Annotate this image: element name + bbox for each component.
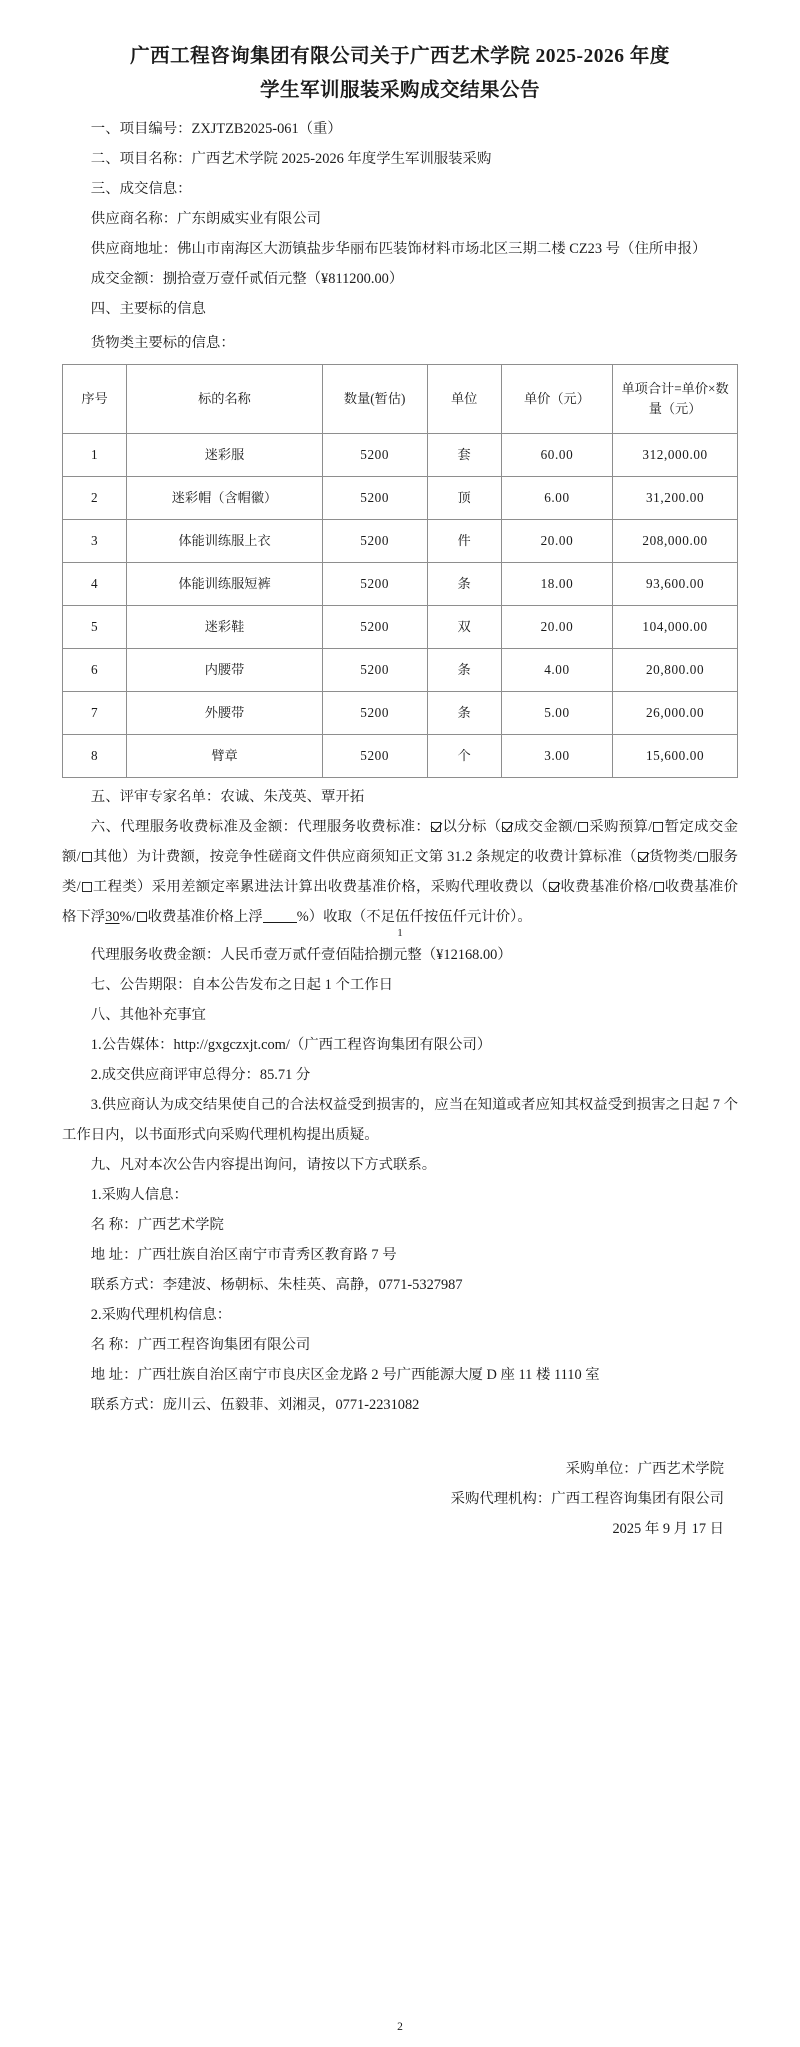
table-row [63, 692, 738, 735]
cell-unit-price: 20.00 [501, 606, 612, 649]
checkbox-base-price-icon[interactable] [549, 882, 559, 892]
purchaser-address: 地 址：广西壮族自治区南宁市青秀区教育路 7 号 [90, 1247, 397, 1263]
goods-table [62, 364, 738, 778]
cell-index: 3 [63, 520, 127, 563]
cell-name: 体能训练服上衣 [127, 520, 323, 563]
fee-mid-2: ）采用差额定率累进法计算出收费基准价格，采购代理收费以（ [137, 879, 549, 895]
fee-mid-1: ）为计费额，按竞争性磋商文件供应商须知正文第 31.2 条规定的收费计算标准（ [122, 849, 637, 865]
cell-line-total: 208,000.00 [613, 520, 738, 563]
fee-opt-d: 其他 [92, 849, 123, 865]
fee-opt-j-suffix: %）收取（不足伍仟按伍仟元计价）。 [296, 909, 532, 925]
cell-unit: 个 [427, 735, 501, 778]
table-row [63, 520, 738, 563]
fee-opt-g: 工程类 [92, 879, 138, 895]
fee-amount: 代理服务收费金额：人民币壹万贰仟壹佰陆拾捌元整（¥12168.00） [90, 947, 512, 963]
fee-blank-field[interactable] [263, 908, 297, 923]
checkbox-provisional-amount-icon[interactable] [653, 822, 663, 832]
supplier-address: 供应商地址：佛山市南海区大沥镇盐步华丽布匹装饰材料市场北区三期二楼 CZ23 号（住所申报） [90, 241, 707, 257]
signature-purchaser: 采购单位：广西艺术学院 [565, 1461, 724, 1477]
cell-unit-price: 5.00 [501, 692, 612, 735]
checkbox-by-lot-icon[interactable] [431, 822, 441, 832]
fee-opt-percentage-label: 以分标 [442, 819, 487, 835]
section-announcement-period: 七、公告期限：自本公告发布之日起 1 个工作日 [90, 977, 394, 993]
section-project-number: 一、项目编号：ZXJTZB2025-061（重） [90, 121, 342, 137]
cell-line-total: 93,600.00 [613, 563, 738, 606]
cell-index: 1 [63, 434, 127, 477]
fee-opt-h: 收费基准价格/ [560, 879, 653, 895]
cell-index: 7 [63, 692, 127, 735]
title-line-1: 广西工程咨询集团有限公司关于广西艺术学院 2025-2026 年度 [130, 46, 670, 67]
agency-name: 名 称：广西工程咨询集团有限公司 [90, 1337, 311, 1353]
section-other-matters-heading: 八、其他补充事宜 [90, 1007, 206, 1023]
cell-quantity: 5200 [322, 477, 427, 520]
table-caption: 货物类主要标的信息： [90, 335, 235, 351]
table-row [63, 434, 738, 477]
award-amount: 成交金额：捌拾壹万壹仟贰佰元整（¥811200.00） [90, 271, 404, 287]
cell-line-total: 26,000.00 [613, 692, 738, 735]
cell-quantity: 5200 [322, 520, 427, 563]
signature-block [62, 1454, 738, 1544]
cell-name: 内腰带 [127, 649, 323, 692]
checkbox-engineering-icon[interactable] [82, 882, 92, 892]
cell-index: 2 [63, 477, 127, 520]
cell-unit: 顶 [427, 477, 501, 520]
purchaser-name: 名 称：广西艺术学院 [90, 1217, 224, 1233]
col-header-index: 序号 [63, 365, 127, 434]
agency-contact: 联系方式：庞川云、伍毅菲、刘湘灵，0771-2231082 [90, 1397, 420, 1413]
stray-marker: 1 [397, 927, 403, 939]
cell-index: 4 [63, 563, 127, 606]
col-header-quantity: 数量(暂估) [322, 365, 427, 434]
section-agency-fee: 六、代理服务收费标准及金额：代理服务收费标准： 以分标（ 成交金额/ 采购预算/ 暂定成交金额/ 其他）为计费额，按竞争性磋商文件供应商须知正文第 31.2 条规定的收费计算标准（ 货物类/ 服务类/ 工程类）采用差额定率累进法计算出收费基准价格，采购代理收费以（ 收费基准价格/ 收费基准价格下浮30%/ 收费基准价格上浮 %）收取（不足伍仟按伍仟元计价）。 [62, 819, 738, 925]
cell-unit: 条 [427, 563, 501, 606]
table-row [63, 606, 738, 649]
table-header-row [63, 365, 738, 434]
cell-name: 体能训练服短裤 [127, 563, 323, 606]
cell-index: 5 [63, 606, 127, 649]
cell-unit-price: 60.00 [501, 434, 612, 477]
cell-quantity: 5200 [322, 606, 427, 649]
cell-index: 8 [63, 735, 127, 778]
supplier-name: 供应商名称：广东朗威实业有限公司 [90, 211, 322, 227]
col-header-unit-price: 单价（元） [501, 365, 612, 434]
cell-quantity: 5200 [322, 434, 427, 477]
cell-unit-price: 18.00 [501, 563, 612, 606]
purchaser-heading: 1.采购人信息： [90, 1187, 188, 1203]
cell-quantity: 5200 [322, 649, 427, 692]
checkbox-base-price-up-icon[interactable] [137, 912, 147, 922]
fee-opt-e: 货物类/ [648, 849, 697, 865]
cell-name: 臂章 [127, 735, 323, 778]
table-row [63, 649, 738, 692]
checkbox-base-price-down-icon[interactable] [654, 882, 664, 892]
challenge-notice: 3.供应商认为成交结果使自己的合法权益受到损害的，应当在知道或者应知其权益受到损害之日起 7 个工作日内，以书面形式向采购代理机构提出质疑。 [62, 1097, 738, 1143]
cell-unit-price: 20.00 [501, 520, 612, 563]
cell-unit-price: 3.00 [501, 735, 612, 778]
cell-line-total: 20,800.00 [613, 649, 738, 692]
checkbox-other-icon[interactable] [82, 852, 92, 862]
fee-opt-b: 采购预算/ [588, 819, 653, 835]
fee-opt-c: 暂定成交金额/ [62, 819, 738, 865]
table-row [63, 735, 738, 778]
checkbox-service-icon[interactable] [698, 852, 708, 862]
cell-name: 迷彩鞋 [127, 606, 323, 649]
document-body [62, 114, 738, 1420]
supplier-score: 2.成交供应商评审总得分：85.71 分 [90, 1067, 311, 1083]
cell-name: 迷彩帽（含帽徽） [127, 477, 323, 520]
cell-line-total: 15,600.00 [613, 735, 738, 778]
cell-quantity: 5200 [322, 692, 427, 735]
cell-unit: 套 [427, 434, 501, 477]
cell-unit-price: 4.00 [501, 649, 612, 692]
cell-line-total: 104,000.00 [613, 606, 738, 649]
fee-opt-i: 收费基准价格下浮 [62, 879, 738, 925]
title-line-2: 学生军训服装采购成交结果公告 [259, 80, 540, 101]
agency-address: 地 址：广西壮族自治区南宁市良庆区金龙路 2 号广西能源大厦 D 座 11 楼 1110 室 [90, 1367, 600, 1383]
cell-quantity: 5200 [322, 563, 427, 606]
section-project-name: 二、项目名称：广西艺术学院 2025-2026 年度学生军训服装采购 [90, 151, 492, 167]
cell-unit: 条 [427, 649, 501, 692]
fee-prefix: 六、代理服务收费标准及金额：代理服务收费标准： [90, 819, 431, 835]
cell-name: 外腰带 [127, 692, 323, 735]
section-main-subject-heading: 四、主要标的信息 [90, 301, 206, 317]
announcement-media: 1.公告媒体：http://gxgczxjt.com/（广西工程咨询集团有限公司） [90, 1037, 492, 1053]
fee-discount-value: 30 [105, 909, 120, 925]
table-row [63, 477, 738, 520]
checkbox-budget-icon[interactable] [578, 822, 588, 832]
cell-name: 迷彩服 [127, 434, 323, 477]
section-review-experts: 五、评审专家名单：农诚、朱茂英、覃开拓 [90, 789, 365, 805]
page-number: 2 [397, 2021, 403, 2033]
fee-opt-f: 服务类/ [62, 849, 738, 895]
checkbox-goods-icon[interactable] [638, 852, 648, 862]
section-award-info-heading: 三、成交信息： [90, 181, 192, 197]
signature-agency: 采购代理机构：广西工程咨询集团有限公司 [450, 1491, 724, 1507]
cell-unit: 件 [427, 520, 501, 563]
col-header-line-total: 单项合计=单价×数量（元） [613, 365, 738, 434]
signature-date: 2025 年 9 月 17 日 [612, 1521, 724, 1537]
page-title [62, 40, 738, 108]
cell-line-total: 31,200.00 [613, 477, 738, 520]
agency-heading: 2.采购代理机构信息： [90, 1307, 232, 1323]
cell-unit: 双 [427, 606, 501, 649]
section-contact-heading: 九、凡对本次公告内容提出询问，请按以下方式联系。 [90, 1157, 437, 1173]
col-header-unit: 单位 [427, 365, 501, 434]
table-row [63, 563, 738, 606]
table-body [63, 434, 738, 778]
cell-quantity: 5200 [322, 735, 427, 778]
cell-line-total: 312,000.00 [613, 434, 738, 477]
cell-index: 6 [63, 649, 127, 692]
cell-unit-price: 6.00 [501, 477, 612, 520]
purchaser-contact: 联系方式：李建波、杨朝标、朱桂英、高静，0771-5327987 [90, 1277, 463, 1293]
fee-opt-a: 成交金额/ [513, 819, 577, 835]
cell-unit: 条 [427, 692, 501, 735]
checkbox-award-amount-icon[interactable] [502, 822, 512, 832]
fee-opt-i-suffix: %/ [119, 909, 136, 925]
col-header-name: 标的名称 [127, 365, 323, 434]
fee-opt-j: 收费基准价格上浮 [147, 909, 263, 925]
